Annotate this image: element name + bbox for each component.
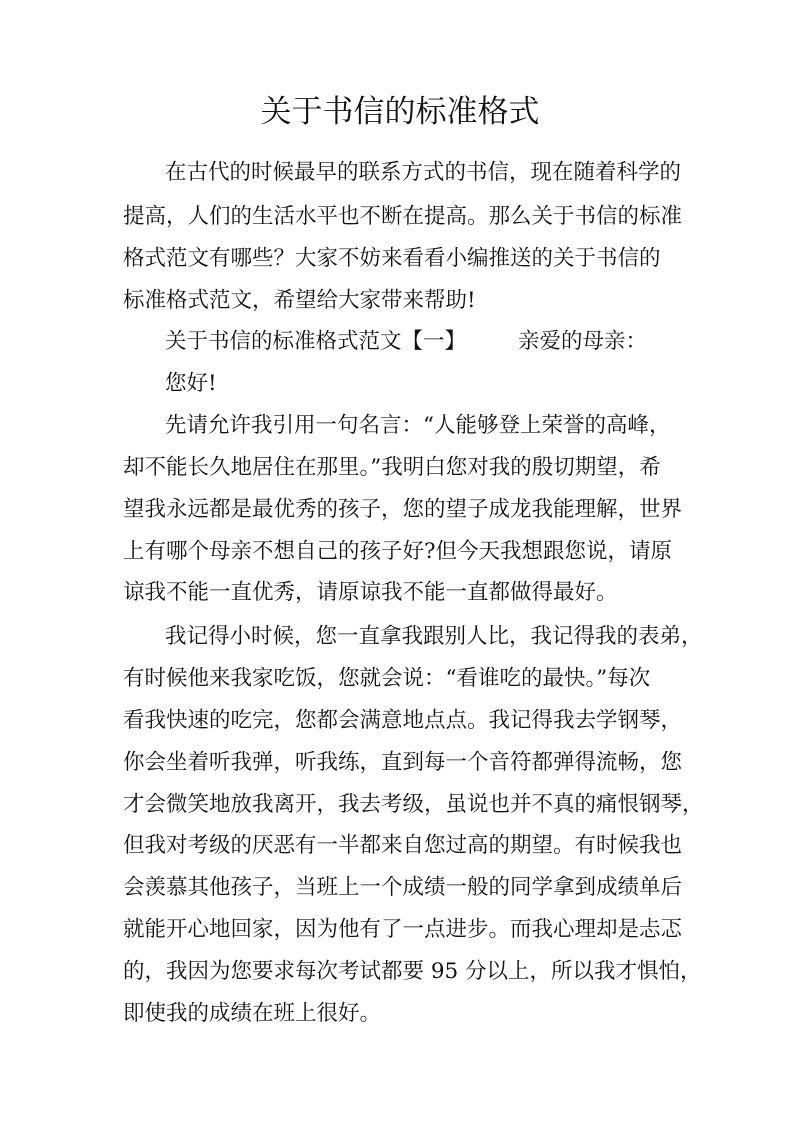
paragraph2-line: 会羡慕其他孩子，当班上一个成绩一般的同学拿到成绩单后 — [123, 875, 683, 900]
intro-line: 提高，人们的生活水平也不断在提高。那么关于书信的标准 — [123, 204, 683, 229]
intro-line: 在古代的时候最早的联系方式的书信，现在随着科学的 — [165, 160, 682, 185]
section-heading: 关于书信的标准格式范文【一】 — [165, 329, 467, 354]
salutation: 亲爱的母亲： — [518, 329, 648, 354]
intro-line: 标准格式范文，希望给大家带来帮助! — [123, 288, 476, 313]
paragraph1-line: 却不能长久地居住在那里。”我明白您对我的殷切期望，希 — [123, 455, 661, 480]
paragraph1-line: 望我永远都是最优秀的孩子，您的望子成龙我能理解，世界 — [123, 497, 683, 522]
paragraph2-line: 我记得小时候，您一直拿我跟别人比，我记得我的表弟， — [165, 624, 703, 649]
paragraph2-line: 有时候他来我家吃饭，您就会说：“看谁吃的最快。”每次 — [123, 666, 651, 691]
paragraph2-line: 即使我的成绩在班上很好。 — [123, 1001, 382, 1026]
paragraph2-line: 就能开心地回家，因为他有了一点进步。而我心理却是忐忑 — [123, 917, 683, 942]
intro-line: 格式范文有哪些？大家不妨来看看小编推送的关于书信的 — [123, 246, 661, 271]
document-title: 关于书信的标准格式 — [260, 94, 540, 130]
paragraph1-line: 谅我不能一直优秀，请原谅我不能一直都做得最好。 — [123, 580, 618, 605]
paragraph1-line: 先请允许我引用一句名言：“人能够登上荣誉的高峰， — [165, 413, 671, 438]
section-heading-line — [165, 327, 647, 357]
paragraph2-line: 你会坐着听我弹，听我练，直到每一个音符都弹得流畅，您 — [123, 750, 683, 775]
paragraph1-line: 上有哪个母亲不想自己的孩子好?但今天我想跟您说，请原 — [123, 539, 673, 564]
paragraph2-line: 看我快速的吃完，您都会满意地点点。我记得我去学钢琴， — [123, 708, 683, 733]
paragraph2-line: 但我对考级的厌恶有一半都来自您过高的期望。有时候我也 — [123, 833, 683, 858]
paragraph2-line: 的，我因为您要求每次考试都要 95 分以上，所以我才惧怕， — [123, 959, 702, 984]
greeting: 您好! — [165, 371, 217, 396]
paragraph2-line: 才会微笑地放我离开，我去考级，虽说也并不真的痛恨钢琴， — [123, 792, 704, 817]
